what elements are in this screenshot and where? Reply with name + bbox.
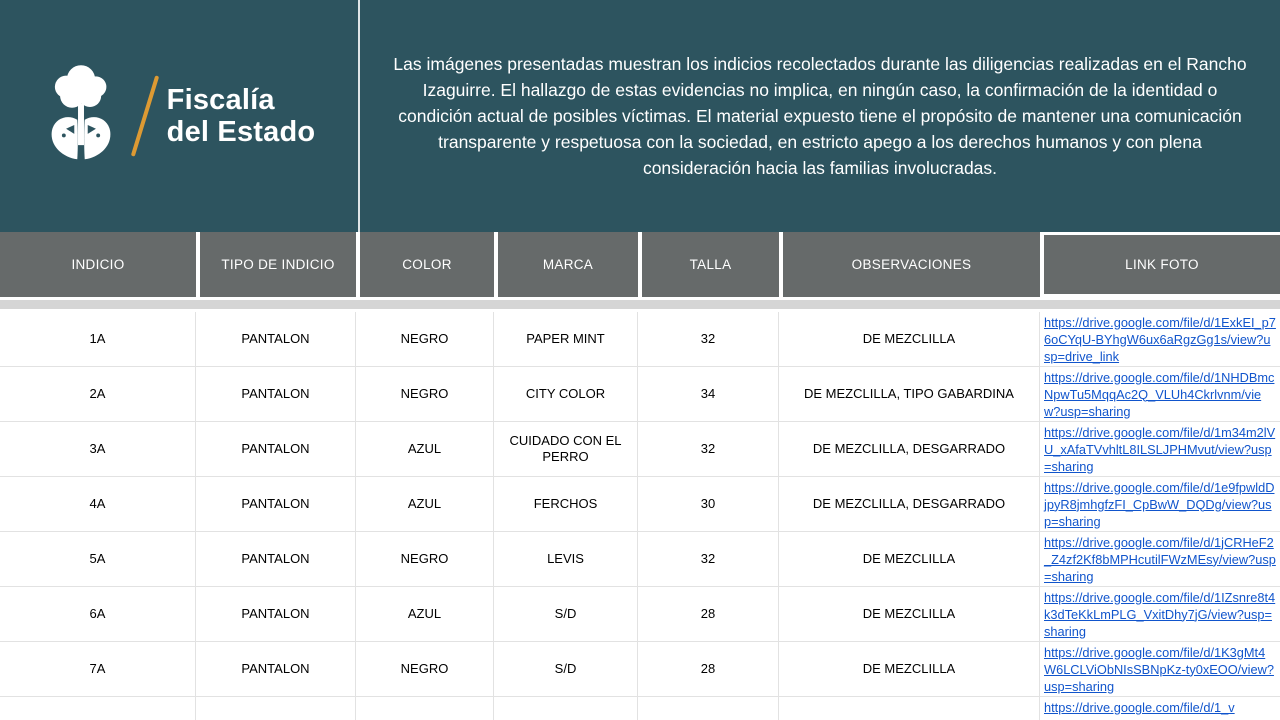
photo-link[interactable]: https://drive.google.com/file/d/1e9fpwldDjpyR8jmhgfzFI_CpBwW_DQDg/view?usp=sharing: [1044, 479, 1275, 529]
table-row: [0, 587, 1280, 642]
cell-marca: S/D: [494, 642, 638, 697]
cell-talla: 34: [638, 367, 779, 422]
column-header-marca: MARCA: [494, 232, 638, 297]
cell-observaciones: DE MEZCLILLA, TIPO GABARDINA: [779, 367, 1040, 422]
photo-link[interactable]: https://drive.google.com/file/d/1ExkEI_p76oCYqU-BYhgW6ux6aRgzGg1s/view?usp=drive_link: [1044, 314, 1276, 364]
top-banner: [0, 0, 1280, 232]
cell-tipo: PANTALON: [196, 477, 356, 532]
cell-link-foto: [1040, 422, 1280, 477]
table-header-row: [0, 232, 1280, 297]
cell-observaciones: DE MEZCLILLA: [779, 532, 1040, 587]
brand-name: [167, 84, 316, 149]
column-header-indicio: INDICIO: [0, 232, 196, 297]
cell-link-foto: [1040, 642, 1280, 697]
cell-color: AZUL: [356, 477, 494, 532]
cell-talla: 32: [638, 422, 779, 477]
column-header-color: COLOR: [356, 232, 494, 297]
cell-color: NEGRO: [356, 367, 494, 422]
cell-observaciones: DE MEZCLILLA, DESGARRADO: [779, 422, 1040, 477]
cell-observaciones: DE MEZCLILLA, DESGARRADO: [779, 477, 1040, 532]
cell-color: AZUL: [356, 587, 494, 642]
cell-link-foto: [1040, 697, 1280, 720]
table-row-partial: [0, 697, 1280, 720]
table-row: [0, 312, 1280, 367]
cell-talla: 32: [638, 532, 779, 587]
photo-link[interactable]: https://drive.google.com/file/d/1_v: [1044, 700, 1235, 715]
table-row: [0, 532, 1280, 587]
cell-observaciones: DE MEZCLILLA: [779, 312, 1040, 367]
cell-link-foto: [1040, 477, 1280, 532]
disclaimer-text: Las imágenes presentadas muestran los indicios recolectados durante las diligencias realizadas en el Rancho Izaguirre. El hallazgo de estas evidencias no implica, en ningún caso, la confirmación de la identidad o condición actual de posibles víctimas. El material expuesto tiene el propósito de mantener una comunicación transparente y respetuosa con la sociedad, en estricto apego a los derechos humanos y con plena consideración hacia las familias involucradas.: [393, 54, 1247, 178]
photo-link[interactable]: https://drive.google.com/file/d/1jCRHeF2_Z4zf2Kf8bMPHcutilFWzMEsy/view?usp=sharing: [1044, 534, 1276, 584]
photo-link[interactable]: https://drive.google.com/file/d/1NHDBmcNpwTu5MqqAc2Q_VLUh4Ckrlvnm/view?usp=sharing: [1044, 369, 1275, 419]
table-row: [0, 422, 1280, 477]
table-row: [0, 367, 1280, 422]
column-header-tipo-de-indicio: TIPO DE INDICIO: [196, 232, 356, 297]
cell-link-foto: [1040, 312, 1280, 367]
fiscalia-tree-lions-logo: [43, 60, 119, 172]
cell-color: AZUL: [356, 422, 494, 477]
cell-color: NEGRO: [356, 642, 494, 697]
cell-indicio: 2A: [0, 367, 196, 422]
cell-tipo: PANTALON: [196, 642, 356, 697]
cell-color: [356, 697, 494, 720]
frozen-row-strip: [0, 297, 1280, 312]
cell-tipo: PANTALON: [196, 367, 356, 422]
table-row: [0, 642, 1280, 697]
cell-link-foto: [1040, 367, 1280, 422]
cell-marca: CUIDADO CON EL PERRO: [494, 422, 638, 477]
cell-marca: PAPER MINT: [494, 312, 638, 367]
cell-indicio: 3A: [0, 422, 196, 477]
cell-observaciones: DE MEZCLILLA: [779, 587, 1040, 642]
cell-talla: 32: [638, 312, 779, 367]
cell-talla: [638, 697, 779, 720]
photo-link[interactable]: https://drive.google.com/file/d/1m34m2lVU_xAfaTVvhltL8ILSLJPHMvut/view?usp=sharing: [1044, 424, 1276, 474]
cell-tipo: PANTALON: [196, 587, 356, 642]
column-header-talla: TALLA: [638, 232, 779, 297]
cell-tipo: PANTALON: [196, 312, 356, 367]
fiscalia-logo-block: [0, 0, 360, 232]
cell-link-foto: [1040, 532, 1280, 587]
cell-color: NEGRO: [356, 312, 494, 367]
cell-tipo: PANTALON: [196, 422, 356, 477]
cell-marca: S/D: [494, 587, 638, 642]
cell-indicio: 1A: [0, 312, 196, 367]
cell-tipo: PANTALON: [196, 532, 356, 587]
evidence-table: [0, 312, 1280, 720]
cell-link-foto: [1040, 587, 1280, 642]
cell-marca: [494, 697, 638, 720]
cell-talla: 30: [638, 477, 779, 532]
cell-indicio: 6A: [0, 587, 196, 642]
cell-indicio: [0, 697, 196, 720]
photo-link[interactable]: https://drive.google.com/file/d/1K3gMt4W6LCLViObNIsSBNpKz-ty0xEOO/view?usp=sharing: [1044, 644, 1274, 694]
cell-indicio: 5A: [0, 532, 196, 587]
column-header-link-foto: LINK FOTO: [1040, 232, 1280, 297]
brand-slash: [130, 75, 158, 156]
photo-link[interactable]: https://drive.google.com/file/d/1IZsnre8t4k3dTeKkLmPLG_VxitDhy7jG/view?usp=sharing: [1044, 589, 1276, 639]
brand-name-line1: Fiscalía: [166, 83, 275, 116]
cell-observaciones: DE MEZCLILLA: [779, 642, 1040, 697]
cell-tipo: [196, 697, 356, 720]
table-row: [0, 477, 1280, 532]
column-header-observaciones: OBSERVACIONES: [779, 232, 1040, 297]
cell-observaciones: [779, 697, 1040, 720]
cell-indicio: 4A: [0, 477, 196, 532]
cell-indicio: 7A: [0, 642, 196, 697]
cell-color: NEGRO: [356, 532, 494, 587]
frozen-row-strip-bar[interactable]: [0, 300, 1280, 309]
cell-talla: 28: [638, 642, 779, 697]
cell-talla: 28: [638, 587, 779, 642]
brand-name-line2: del Estado: [166, 116, 316, 148]
cell-marca: FERCHOS: [494, 477, 638, 532]
cell-marca: CITY COLOR: [494, 367, 638, 422]
cell-marca: LEVIS: [494, 532, 638, 587]
